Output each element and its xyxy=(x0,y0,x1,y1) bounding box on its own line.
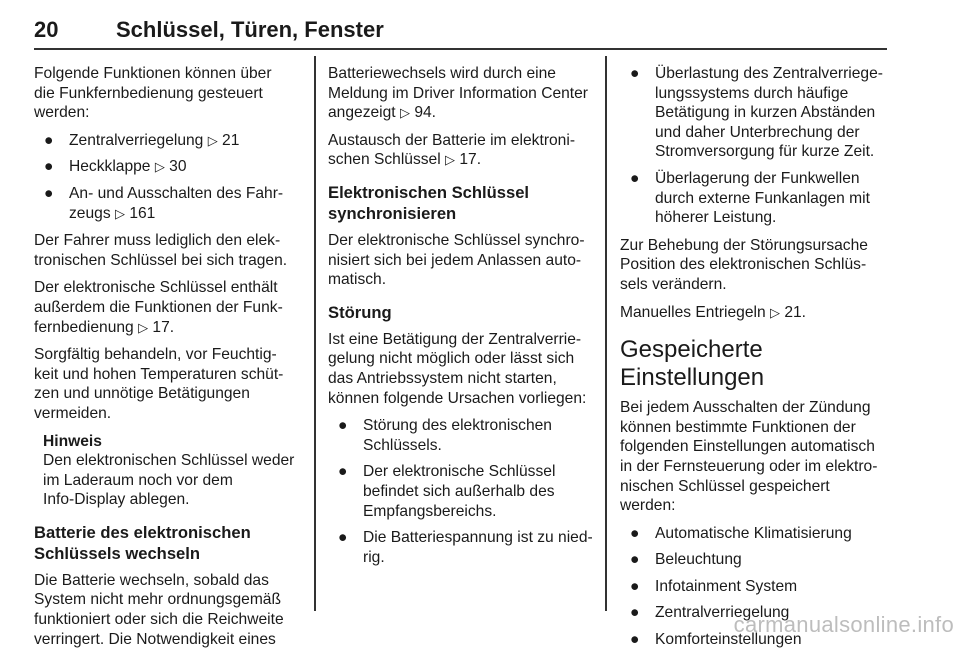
paragraph: Der elektronische Schlüssel enthält außerdem die Funktionen der Funk- fernbedienung ▷ 17. xyxy=(34,279,283,336)
paragraph: Der elektronische Schlüssel synchro- nisiert sich bei jedem Anlassen auto- matisch. xyxy=(328,231,585,289)
section-heading: Störung xyxy=(328,302,392,322)
page-title: Schlüssel, Türen, Fenster xyxy=(116,17,384,42)
note-heading: Hinweis xyxy=(43,432,102,450)
paragraph: Bei jedem Ausschalten der Zündung können bestimmte Funktionen der folgenden Einstellungen automatisch in der Fernsteuerung oder im elektro- nischen Schlüssel gespeichert werden: xyxy=(620,399,878,515)
ref-arrow-icon: ▷ xyxy=(138,319,149,335)
paragraph: Die Batterie wechseln, sobald das System nicht mehr ordnungsgemäß funktioniert oder sich die Reichweite verringert. Die Notwendigkeit eines xyxy=(34,571,284,648)
page-number: 20 xyxy=(34,17,59,42)
page-header xyxy=(34,8,887,48)
watermark: carmanualsonline.info xyxy=(733,612,954,637)
paragraph: Batteriewechsels wird durch eine Meldung im Driver Information Center angezeigt ▷ 94. xyxy=(328,65,588,122)
cause-list xyxy=(328,416,598,567)
list-item: ● Automatische Klimatisierung xyxy=(630,524,852,542)
list-item: ● Beleuchtung xyxy=(630,551,742,569)
page-ref[interactable]: 21. xyxy=(784,303,807,321)
column-divider-1 xyxy=(314,56,316,611)
list-item: ● Überlastung des Zentralverriege- lungssystems durch häufige Betätigung in kurzen Abständen und daher Unterbrechung der Stromversorgung für kurze Zeit. xyxy=(630,65,883,161)
paragraph: Zur Behebung der Störungsursache Position des elektronischen Schlüs- sels verändern. xyxy=(620,236,868,293)
cause-list-continued xyxy=(620,64,892,228)
column-2 xyxy=(328,64,598,575)
section-heading-large: Gespeicherte Einstellungen xyxy=(620,336,765,392)
paragraph: Sorgfältig behandeln, vor Feuchtig- keit und hohen Temperaturen schüt- zen und unnötige Betätigungen vermeiden. xyxy=(34,346,284,422)
list-item: ● Heckklappe ▷ 30 xyxy=(44,158,187,176)
list-item: ● Infotainment System xyxy=(630,577,798,595)
ref-arrow-icon: ▷ xyxy=(769,304,780,320)
list-item: ● Der elektronische Schlüssel befindet sich außerhalb des Empfangsbereichs. xyxy=(338,463,556,520)
list-item: ● Überlagerung der Funkwellen durch externe Funkanlagen mit höherer Leistung. xyxy=(630,169,870,227)
page-ref[interactable]: 94. xyxy=(414,104,437,122)
ref-arrow-icon: ▷ xyxy=(114,205,125,221)
list-item: ● Komforteinstellungen xyxy=(630,631,802,649)
list-item: ● Zentralverriegelung ▷ 21 xyxy=(44,131,240,149)
list-item: ● Störung des elektronischen Schlüssels. xyxy=(338,417,552,454)
page-ref[interactable]: 17. xyxy=(152,318,175,336)
ref-arrow-icon: ▷ xyxy=(154,159,165,175)
ref-arrow-icon: ▷ xyxy=(445,152,456,168)
paragraph: Manuelles Entriegeln ▷ 21. xyxy=(620,303,807,321)
note-box: Hinweis Den elektronischen Schlüssel weder im Laderaum noch vor dem Info-Display ablegen. xyxy=(34,432,306,510)
column-1 xyxy=(34,64,306,657)
page-ref[interactable]: 17. xyxy=(459,151,482,169)
section-heading: Batterie des elektronischen Schlüssels wechseln xyxy=(34,522,251,563)
list-item: ● Zentralverriegelung xyxy=(630,604,790,622)
intro-paragraph: Folgende Funktionen können über die Funkfernbedienung gesteuert werden: xyxy=(34,65,272,122)
page-ref[interactable]: 30 xyxy=(169,158,187,176)
function-list xyxy=(34,131,306,223)
section-heading: Elektronischen Schlüssel synchronisieren xyxy=(328,182,530,223)
page-ref[interactable]: 161 xyxy=(129,204,156,222)
paragraph: Der Fahrer muss lediglich den elek- tronischen Schlüssel bei sich tragen. xyxy=(34,232,288,269)
paragraph: Ist eine Betätigung der Zentralverrie- gelung nicht möglich oder lässt sich das Antriebssystem nicht starten, können folgende Ursachen vorliegen: xyxy=(328,330,587,407)
page-ref[interactable]: 21 xyxy=(222,131,240,149)
ref-arrow-icon: ▷ xyxy=(399,105,410,121)
column-3 xyxy=(620,64,892,658)
header-rule xyxy=(34,48,887,50)
column-divider-2 xyxy=(605,56,607,611)
ref-arrow-icon: ▷ xyxy=(207,132,218,148)
list-item: ● Die Batteriespannung ist zu nied- rig. xyxy=(338,529,593,566)
paragraph: Austausch der Batterie im elektroni- schen Schlüssel ▷ 17. xyxy=(328,131,576,169)
list-item: ● An- und Ausschalten des Fahr- zeugs ▷ 161 xyxy=(44,184,284,222)
